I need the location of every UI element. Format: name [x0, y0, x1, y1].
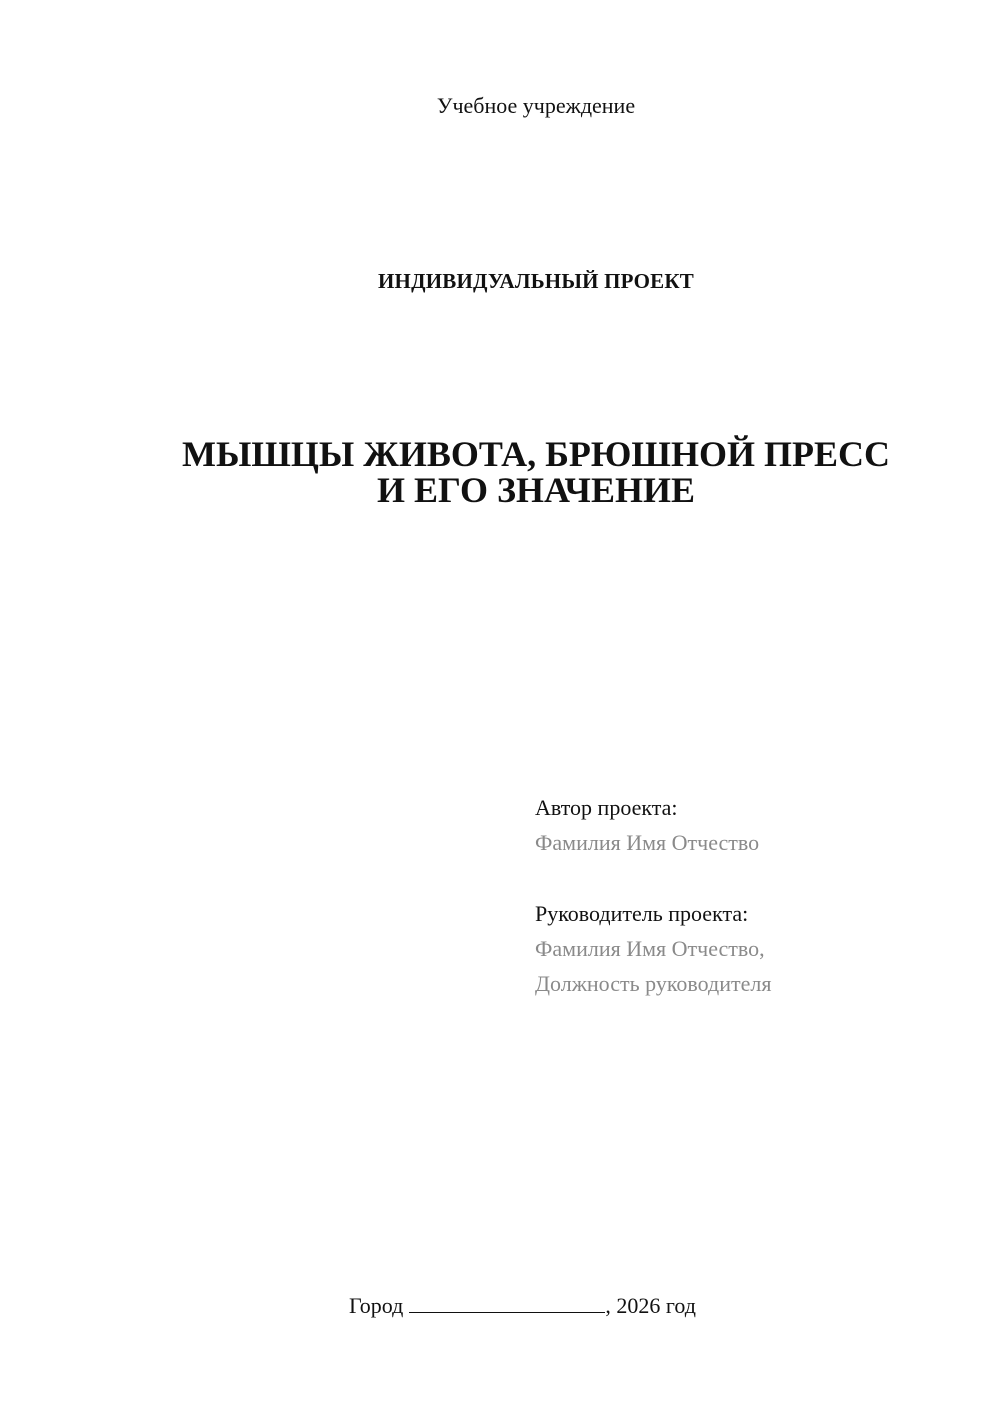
supervisor-position: Должность руководителя — [535, 971, 772, 996]
city-blank-line — [409, 1290, 605, 1313]
author-name: Фамилия Имя Отчество — [535, 830, 760, 855]
supervisor-name: Фамилия Имя Отчество, — [535, 936, 765, 961]
project-title-line-1: МЫШЦЫ ЖИВОТА, БРЮШНОЙ ПРЕСС — [182, 434, 890, 474]
author-label: Автор проекта: — [535, 795, 678, 820]
project-title — [0, 436, 1000, 508]
supervisor-label: Руководитель проекта: — [535, 901, 749, 926]
project-info-block — [535, 790, 965, 1001]
document-type: ИНДИВИДУАЛЬНЫЙ ПРОЕКТ — [378, 269, 694, 293]
city-label: Город — [349, 1293, 404, 1318]
project-title-line-2: И ЕГО ЗНАЧЕНИЕ — [376, 470, 695, 510]
institution-name: Учебное учреждение — [436, 93, 636, 118]
footer-city-year — [349, 1290, 696, 1321]
year-text: , 2026 год — [605, 1293, 696, 1318]
info-spacer — [535, 860, 965, 896]
